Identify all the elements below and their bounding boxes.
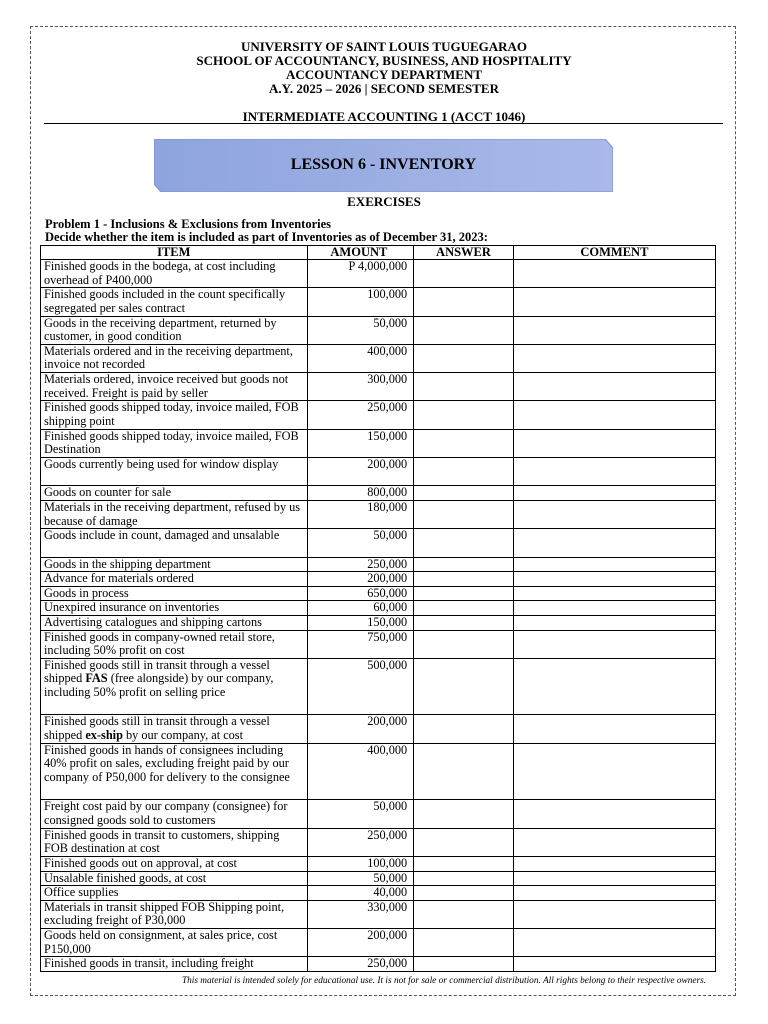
comment-cell[interactable] [513,373,715,401]
item-term: ex-ship [85,728,123,743]
amount-cell: 650,000 [307,586,414,601]
answer-cell[interactable] [414,928,514,956]
comment-cell[interactable] [513,715,715,743]
answer-cell[interactable] [414,658,514,715]
item-text: Finished goods still in transit through a vessel shipped [44,657,270,686]
amount-cell: 50,000 [307,316,414,344]
comment-cell[interactable] [513,557,715,572]
table-row [41,601,716,616]
comment-column-header: COMMENT [513,246,715,260]
item-cell: Goods in the receiving department, returned by customer, in good condition [41,316,308,344]
item-cell [41,658,308,715]
amount-cell: 180,000 [307,500,414,528]
item-cell: Unsalable finished goods, at cost [41,871,308,886]
item-cell: Finished goods in transit to customers, shipping FOB destination at cost [41,828,308,856]
amount-cell: 200,000 [307,572,414,587]
item-column-header: ITEM [41,246,308,260]
table-row [41,529,716,557]
table-row [41,557,716,572]
table-row [41,586,716,601]
item-cell: Materials in the receiving department, refused by us because of damage [41,500,308,528]
answer-column-header: ANSWER [414,246,514,260]
item-cell: Unexpired insurance on inventories [41,601,308,616]
university-name: UNIVERSITY OF SAINT LOUIS TUGUEGARAO [240,39,528,54]
comment-cell[interactable] [513,486,715,501]
amount-cell: 750,000 [307,630,414,658]
amount-cell: 60,000 [307,601,414,616]
comment-cell[interactable] [513,886,715,901]
comment-cell[interactable] [513,401,715,429]
answer-cell[interactable] [414,601,514,616]
table-row [41,828,716,856]
school-name: SCHOOL OF ACCOUNTANCY, BUSINESS, AND HOSPITALITY [196,53,572,68]
comment-cell[interactable] [513,871,715,886]
comment-cell[interactable] [513,458,715,486]
answer-cell[interactable] [414,373,514,401]
table-row [41,615,716,630]
amount-cell: 250,000 [307,957,414,972]
comment-cell[interactable] [513,743,715,800]
comment-cell[interactable] [513,601,715,616]
answer-cell[interactable] [414,630,514,658]
comment-cell[interactable] [513,900,715,928]
item-cell: Finished goods out on approval, at cost [41,856,308,871]
item-cell: Finished goods in transit, including freight [41,957,308,972]
item-cell: Materials ordered, invoice received but goods not received. Freight is paid by seller [41,373,308,401]
amount-cell: 250,000 [307,401,414,429]
item-cell: Materials in transit shipped FOB Shipping point, excluding freight of P30,000 [41,900,308,928]
comment-cell[interactable] [513,572,715,587]
answer-cell[interactable] [414,458,514,486]
amount-cell: 200,000 [307,715,414,743]
amount-cell: 250,000 [307,828,414,856]
comment-cell[interactable] [513,615,715,630]
amount-cell: 50,000 [307,800,414,828]
amount-cell: 800,000 [307,486,414,501]
amount-cell: 400,000 [307,344,414,372]
comment-cell[interactable] [513,260,715,288]
answer-cell[interactable] [414,957,514,972]
lesson-title: LESSON 6 - INVENTORY [290,156,477,173]
amount-cell: 330,000 [307,900,414,928]
item-term: FAS [85,671,108,686]
item-cell: Advertising catalogues and shipping cartons [41,615,308,630]
answer-cell[interactable] [414,871,514,886]
academic-year: A.Y. 2025 – 2026 | SECOND SEMESTER [269,81,499,96]
item-cell [41,715,308,743]
amount-cell: 150,000 [307,429,414,457]
inventory-table [40,245,716,972]
amount-cell: 40,000 [307,886,414,901]
answer-cell[interactable] [414,316,514,344]
item-cell: Goods include in count, damaged and unsalable [41,529,308,557]
amount-cell: 50,000 [307,529,414,557]
answer-cell[interactable] [414,572,514,587]
item-cell: Advance for materials ordered [41,572,308,587]
table-header-row [41,246,716,260]
item-cell: Finished goods in the bodega, at cost including overhead of P400,000 [41,260,308,288]
table-row [41,743,716,800]
comment-cell[interactable] [513,630,715,658]
answer-cell[interactable] [414,401,514,429]
department-name: ACCOUNTANCY DEPARTMENT [285,67,483,82]
comment-cell[interactable] [513,586,715,601]
answer-cell[interactable] [414,856,514,871]
table-row [41,316,716,344]
table-row [41,260,716,288]
item-cell: Finished goods in hands of consignees including 40% profit on sales, excluding freight paid by our company of P50,000 for delivery to the consignee [41,743,308,800]
answer-cell[interactable] [414,886,514,901]
amount-cell: 200,000 [307,458,414,486]
amount-cell: P 4,000,000 [307,260,414,288]
item-cell: Goods in the shipping department [41,557,308,572]
answer-cell[interactable] [414,715,514,743]
table-row [41,458,716,486]
answer-cell[interactable] [414,344,514,372]
section-title: EXERCISES [347,194,421,209]
table-row [41,715,716,743]
comment-cell[interactable] [513,529,715,557]
problem-title: Problem 1 - Inclusions & Exclusions from Inventories [45,217,332,231]
item-cell: Goods on counter for sale [41,486,308,501]
footer-text: This material is intended solely for educational use. It is not for sale or commercial distribution. All rights belong to their respective owners. [181,976,707,986]
problem-instruction: Decide whether the item is included as part of Inventories as of December 31, 2023: [45,230,488,244]
item-cell: Finished goods in company-owned retail store, including 50% profit on cost [41,630,308,658]
amount-cell: 300,000 [307,373,414,401]
course-title: INTERMEDIATE ACCOUNTING 1 (ACCT 1046) [242,109,526,124]
item-cell: Finished goods shipped today, invoice mailed, FOB shipping point [41,401,308,429]
item-cell: Goods in process [41,586,308,601]
answer-cell[interactable] [414,615,514,630]
comment-cell[interactable] [513,800,715,828]
item-cell: Finished goods included in the count specifically segregated per sales contract [41,288,308,316]
table-row [41,800,716,828]
table-row [41,658,716,715]
amount-cell: 100,000 [307,288,414,316]
item-cell: Materials ordered and in the receiving department, invoice not recorded [41,344,308,372]
table-row [41,288,716,316]
amount-cell: 250,000 [307,557,414,572]
comment-cell[interactable] [513,957,715,972]
table-row [41,900,716,928]
answer-cell[interactable] [414,743,514,800]
comment-cell[interactable] [513,316,715,344]
amount-cell: 400,000 [307,743,414,800]
answer-cell[interactable] [414,900,514,928]
amount-column-header: AMOUNT [307,246,414,260]
answer-cell[interactable] [414,529,514,557]
answer-cell[interactable] [414,429,514,457]
table-row [41,928,716,956]
amount-cell: 100,000 [307,856,414,871]
answer-cell[interactable] [414,260,514,288]
table-row [41,344,716,372]
amount-cell: 200,000 [307,928,414,956]
answer-cell[interactable] [414,800,514,828]
table-row [41,886,716,901]
table-row [41,572,716,587]
comment-cell[interactable] [513,856,715,871]
comment-cell[interactable] [513,658,715,715]
item-cell: Office supplies [41,886,308,901]
amount-cell: 500,000 [307,658,414,715]
answer-cell[interactable] [414,557,514,572]
comment-cell[interactable] [513,429,715,457]
comment-cell[interactable] [513,928,715,956]
table-row [41,630,716,658]
item-cell: Goods currently being used for window display [41,458,308,486]
amount-cell: 150,000 [307,615,414,630]
item-cell: Finished goods shipped today, invoice mailed, FOB Destination [41,429,308,457]
item-cell: Freight cost paid by our company (consignee) for consigned goods sold to customers [41,800,308,828]
answer-cell[interactable] [414,586,514,601]
footer-disclaimer [0,976,768,986]
answer-cell[interactable] [414,486,514,501]
answer-cell[interactable] [414,828,514,856]
table-row [41,373,716,401]
amount-cell: 50,000 [307,871,414,886]
comment-cell[interactable] [513,500,715,528]
item-text: Finished goods still in transit through a vessel shipped [44,714,270,743]
comment-cell[interactable] [513,288,715,316]
table-row [41,500,716,528]
answer-cell[interactable] [414,288,514,316]
comment-cell[interactable] [513,344,715,372]
table-row [41,856,716,871]
comment-cell[interactable] [513,828,715,856]
table-row [41,429,716,457]
table-row [41,957,716,972]
answer-cell[interactable] [414,500,514,528]
item-text: by our company, at cost [122,728,244,743]
item-text: (free alongside) by our company, including 50% profit on selling price [44,671,274,700]
table-row [41,871,716,886]
table-row [41,401,716,429]
table-row [41,486,716,501]
item-cell: Goods held on consignment, at sales price, cost P150,000 [41,928,308,956]
header-rule [44,123,723,124]
